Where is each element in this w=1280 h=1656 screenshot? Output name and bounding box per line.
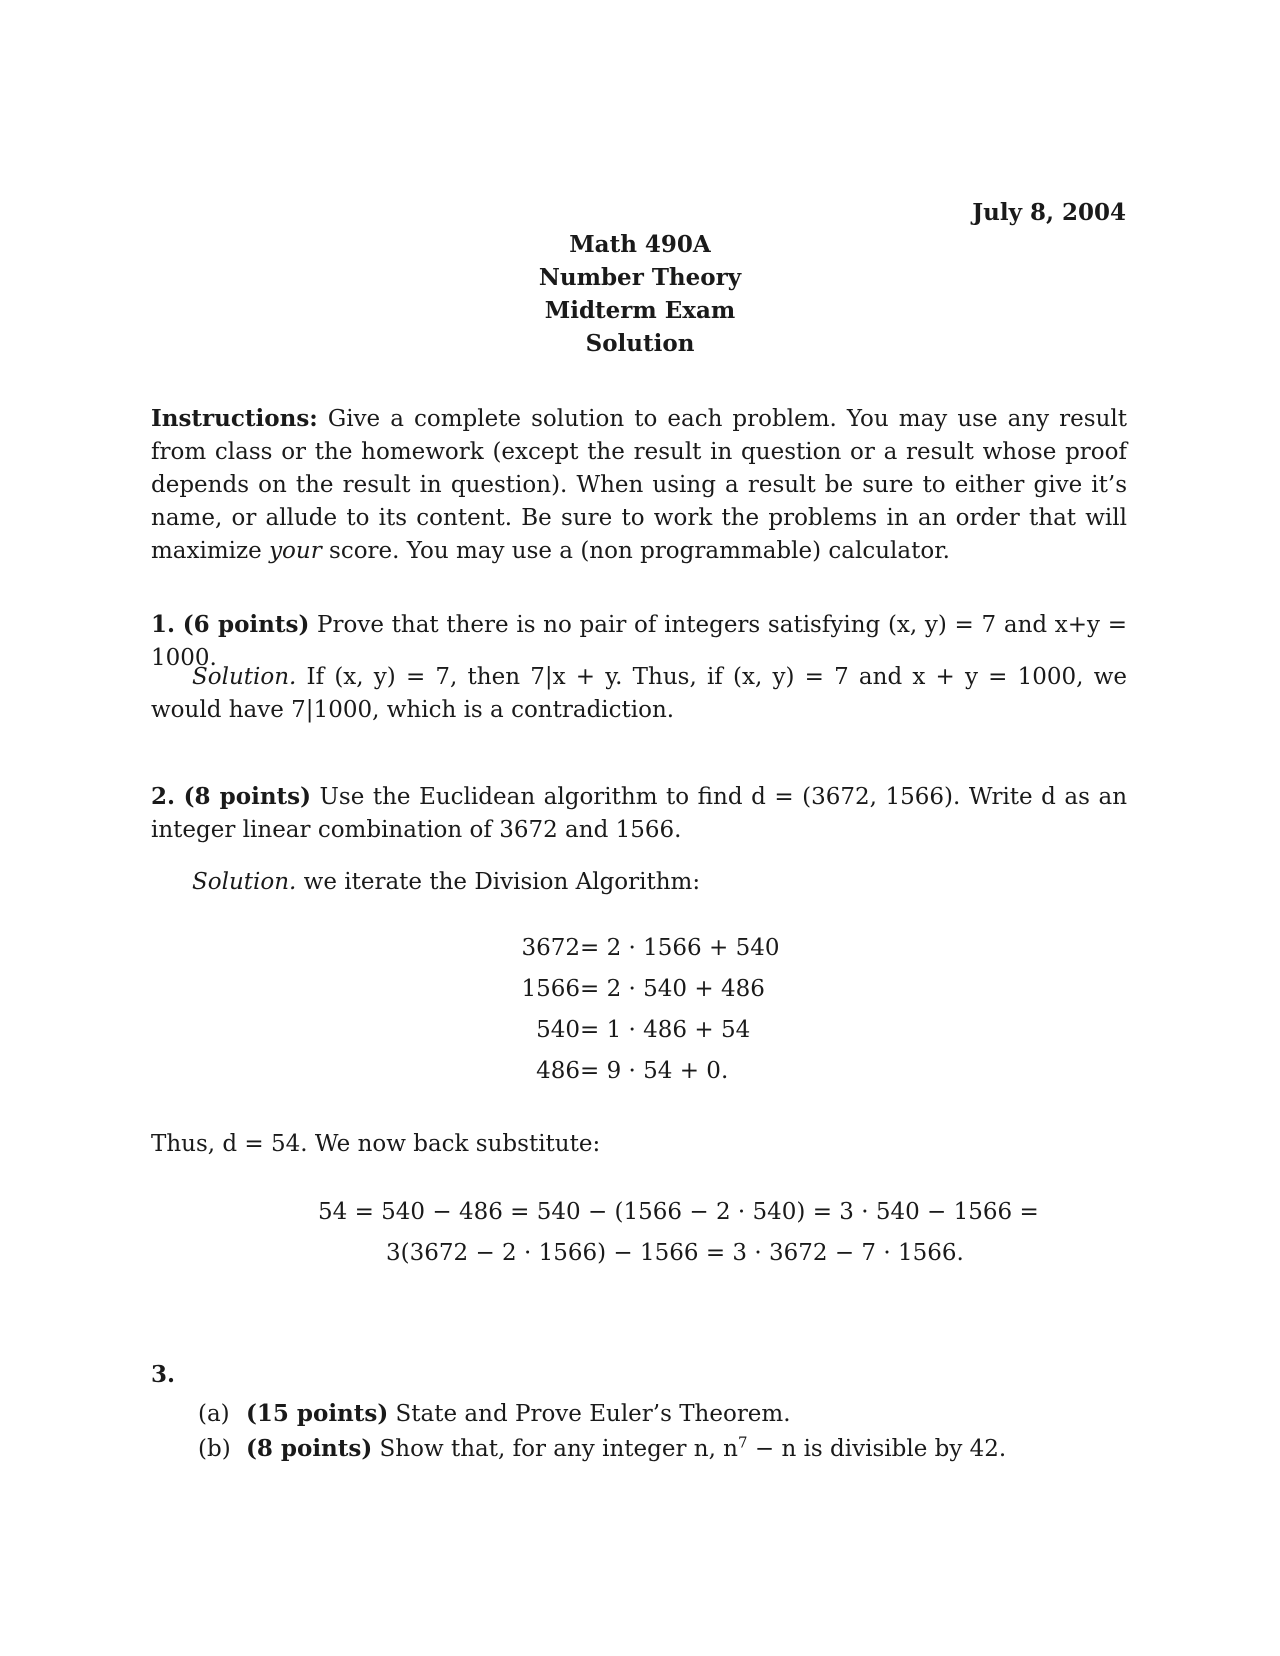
instructions-label: Instructions: bbox=[151, 405, 318, 432]
problem-1-points: (6 points) bbox=[182, 611, 310, 638]
part-a-label: (a) bbox=[198, 1401, 230, 1427]
division-step-lhs: 486 bbox=[536, 1058, 580, 1084]
problem-1-solution bbox=[151, 661, 1127, 727]
problem-2-solution bbox=[192, 866, 1168, 899]
problem-2-number: 2. bbox=[151, 783, 176, 810]
title-block bbox=[0, 228, 1280, 360]
part-a-text: State and Prove Euler’s Theorem. bbox=[388, 1401, 791, 1427]
problem-3-part-a bbox=[198, 1397, 791, 1431]
exam-date: July 8, 2004 bbox=[972, 199, 1126, 226]
exam-title: Midterm Exam bbox=[544, 297, 736, 324]
part-b-text-1: Show that, for any integer n, n bbox=[372, 1436, 738, 1462]
problem-2-points: (8 points) bbox=[183, 783, 312, 810]
division-step-rhs: = 9 · 54 + 0. bbox=[580, 1058, 729, 1084]
part-b-exponent: 7 bbox=[738, 1433, 748, 1452]
division-step bbox=[0, 1055, 1280, 1096]
instructions-paragraph bbox=[151, 402, 1127, 568]
part-a-points: (15 points) bbox=[246, 1400, 389, 1427]
division-step bbox=[0, 1014, 1280, 1055]
division-step-lhs: 540 bbox=[536, 1017, 580, 1043]
problem-1-text: Prove that there is no pair of integers satisfying (x, y) = 7 and x+y = 1000. bbox=[151, 612, 1127, 671]
division-step-lhs: 3672 bbox=[521, 935, 580, 961]
part-b-points: (8 points) bbox=[246, 1435, 373, 1462]
division-step bbox=[0, 973, 1280, 1014]
division-step-lhs: 1566 bbox=[521, 976, 580, 1002]
problem-1-solution-text: If (x, y) = 7, then 7|x + y. Thus, if (x, y) = 7 and x + y = 1000, we would have 7|1000, which is a contradiction. bbox=[151, 664, 1127, 723]
division-step-rhs: = 2 · 1566 + 540 bbox=[580, 935, 780, 961]
problem-2-conclusion: Thus, d = 54. We now back substitute: bbox=[151, 1131, 601, 1157]
problem-3-number: 3. bbox=[151, 1361, 176, 1388]
doc-type-title: Solution bbox=[585, 330, 695, 357]
part-b-label: (b) bbox=[198, 1436, 231, 1462]
problem-2-solution-label: Solution. bbox=[192, 869, 297, 895]
problem-1-solution-label: Solution. bbox=[192, 664, 297, 690]
problem-2-statement bbox=[151, 780, 1127, 847]
back-substitution-line-1: 54 = 540 − 486 = 540 − (1566 − 2 · 540) = 3 · 540 − 1566 = bbox=[318, 1199, 1039, 1225]
problem-2-solution-text: we iterate the Division Algorithm: bbox=[296, 869, 701, 895]
instructions-text-1: Give a complete solution to each problem. You may use any result from class or the homework (except the result in question or a result whose proof depends on the result in question). When using a result be sure to either give it’s name, or allude to its content. Be sure to work the problems in an order that will maximize bbox=[151, 406, 1127, 564]
division-step bbox=[0, 932, 1280, 973]
division-step-rhs: = 2 · 540 + 486 bbox=[580, 976, 765, 1002]
instructions-emphasis: your bbox=[269, 538, 322, 564]
problem-2-text: Use the Euclidean algorithm to find d = (3672, 1566). Write d as an integer linear combination of 3672 and 1566. bbox=[151, 784, 1128, 843]
part-b-text-2: − n is divisible by 42. bbox=[747, 1436, 1007, 1462]
problem-1-number: 1. bbox=[151, 611, 176, 638]
division-step-rhs: = 1 · 486 + 54 bbox=[580, 1017, 751, 1043]
instructions-text-2: score. You may use a (non programmable) calculator. bbox=[321, 538, 950, 564]
problem-3-part-b bbox=[198, 1432, 1006, 1466]
back-substitution-line-2: 3(3672 − 2 · 1566) − 1566 = 3 · 3672 − 7 · 1566. bbox=[386, 1240, 964, 1266]
subject-title: Number Theory bbox=[538, 264, 742, 291]
course-title: Math 490A bbox=[569, 231, 711, 258]
